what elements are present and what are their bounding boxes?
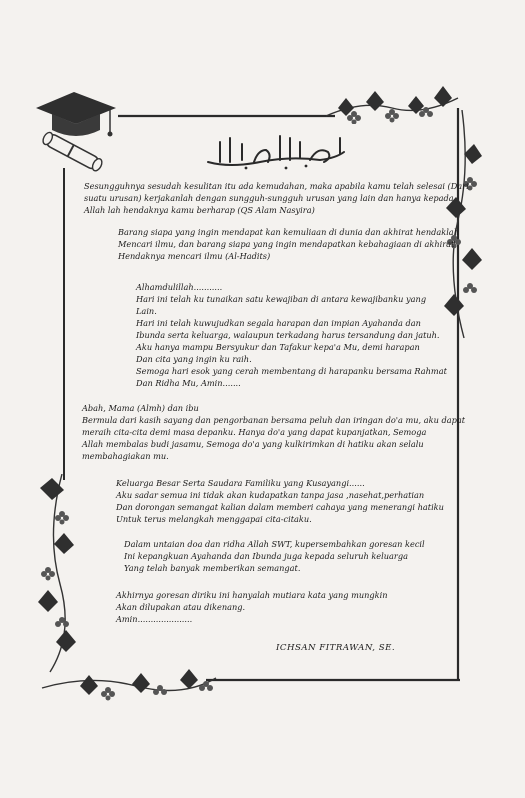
text-line: Lain. [136, 306, 157, 316]
text-line: Dan dorongan semangat kalian dalam memberi cahaya yang menerangi hatiku [116, 502, 444, 512]
text-line: Alhamdulillah........... [136, 282, 223, 292]
closing-paragraph [116, 589, 387, 625]
text-line: Sesungguhnya sesudah kesulitan itu ada kemudahan, maka apabila kamu telah selesai (Dari [84, 181, 469, 191]
hadith-quote [118, 226, 459, 262]
dedication-paragraph [124, 538, 425, 574]
text-line: Amin..................... [116, 614, 193, 624]
grapevine-ornament-icon [40, 662, 218, 702]
text-line: Untuk terus melangkah menggapai cita-citaku. [116, 514, 312, 524]
text-line: Allah membalas budi jasamu, Semoga do'a yang kulkirimkan di hatiku akan selalu [82, 439, 424, 449]
text-line: Aku sadar semua ini tidak akan kudapatkan tanpa jasa ,nasehat,perhatian [116, 490, 425, 500]
text-line: meraih cita-cita demi masa depanku. Hanya do'a yang dapat kupanjatkan, Semoga [82, 427, 427, 437]
text-line: Ibunda serta keluarga, walaupun terkadang harus tersandung dan jatuh. [136, 330, 440, 340]
graduation-cap-and-diploma-icon [30, 86, 122, 176]
text-line: Keluarga Besar Serta Saudara Familiku yang Kusayangi...... [116, 478, 365, 488]
text-line: Hendaknya mencari ilmu (Al-Hadits) [118, 251, 271, 261]
text-line: Dalam untaian doa dan ridha Allah SWT, kupersembahkan goresan kecil [124, 539, 425, 549]
opening-verse [84, 180, 469, 216]
gratitude-paragraph [136, 281, 447, 389]
text-line: Yang telah banyak memberikan semangat. [124, 563, 301, 573]
text-line: Abah, Mama (Almh) dan ibu [82, 403, 199, 413]
text-line: Ini kepangkuan Ayahanda dan Ibunda juga kepada seluruh keluarga [124, 551, 408, 561]
parents-paragraph [82, 402, 465, 462]
text-line: Mencari ilmu, dan barang siapa yang ingin mendapatkan kebahagiaan di akhirat [118, 239, 455, 249]
text-line: Dan cita yang ingin ku raih. [136, 354, 252, 364]
author-signature: ICHSAN FITRAWAN, SE. [276, 643, 396, 653]
text-line: membahagiakan mu. [82, 451, 169, 461]
text-line: Allah lah hendaknya kamu berharap (QS Alam Nasyira) [84, 205, 315, 215]
text-line: Bermula dari kasih sayang dan pengorbanan bersama peluh dan iringan do'a mu, aku dapat [82, 415, 466, 425]
text-line: Akhirnya goresan diriku ini hanyalah mutiara kata yang mungkin [116, 590, 388, 600]
text-line: suatu urusan) kerjakanlah dengan sungguh-sungguh urusan yang lain dan hanya kepada [84, 193, 454, 203]
text-line: Hari ini telah ku tunaikan satu kewajiban di antara kewajibanku yang [136, 294, 427, 304]
text-line: Dan Ridha Mu, Amin....... [136, 378, 241, 388]
grapevine-ornament-icon [36, 474, 80, 674]
text-line: Akan dilupakan atau dikenang. [116, 602, 246, 612]
family-paragraph [116, 477, 444, 525]
text-line: Semoga hari esok yang cerah membentang di harapanku bersama Rahmat [136, 366, 447, 376]
text-line: Aku hanya mampu Bersyukur dan Tafakur kepa'a Mu, demi harapan [136, 342, 420, 352]
text-line: Hari ini telah kuwujudkan segala harapan dan impian Ayahanda dan [136, 318, 421, 328]
bismillah-calligraphy-icon [200, 132, 350, 172]
text-line: Barang siapa yang ingin mendapat kan kemuliaan di dunia dan akhirat hendaklah [118, 227, 459, 237]
